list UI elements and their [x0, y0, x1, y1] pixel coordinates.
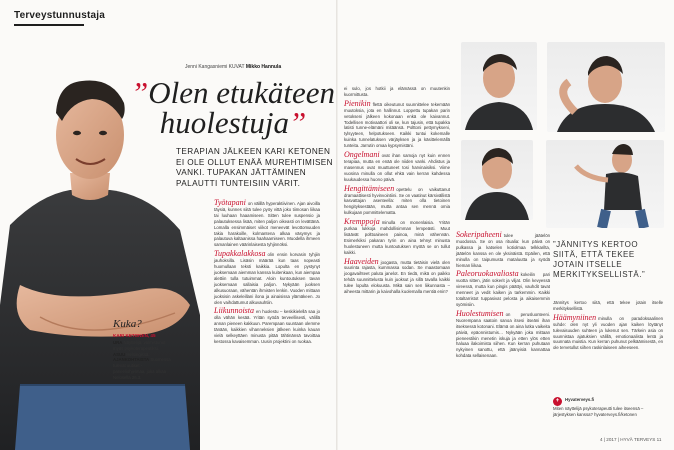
paragraph: [344, 152, 450, 183]
paragraph: [456, 308, 550, 359]
paragraph-text: Jännitys kertoo siitä, että tekee jotain itselle merkityksellistä.: [553, 300, 663, 311]
subhead: Tupakkalakkosa: [214, 249, 266, 259]
pull-quote: ”JÄNNITYS KERTOO SIITÄ, ETTÄ TEKEE JOTAIN ITSELLE MERKITYKSELLISTÄ.”: [553, 240, 646, 279]
byline-photographer: Mikko Hannula: [245, 64, 282, 70]
byline-kuvat-label: KUVAT: [228, 64, 245, 70]
subhead: Häämyniinen: [553, 312, 597, 322]
subhead: Hengittämiseen: [344, 183, 395, 193]
paragraph-text: ovat ihan samoja nyt kuin ennen terapiaa, mutta en enää ole niiden vanki. Ahdistus ja masennus ovat muuttuneet tosi harvinaisiksi. Viime vuosina minulla on ollut ehkä vain kerran kahdessa kuukaudessa huono päivä.: [344, 153, 450, 182]
paragraph-text: tulee jäätelön muodossa. Se on osa ritualia: kun päivä on pulkassa ja katselen kotiolmaa telkkarilta, jäätelön kanssa en ole yksinäistä. Epäilen, että minulla on taipumusta mataluutta ja syödä hieman liikaa.: [456, 233, 550, 268]
paragraph-text: minulla on monenlaisia. Yritän purkaa lukkoja mahdollisimman lempeästi. Muut lisäävät polttoaineen painoa, minä vähennän. Esimerkiksi pakaran tyrin on aina tehnyt minusta huolestuneen mutta kuntoutuksen myötä se on tullut kaikki.: [344, 220, 450, 255]
paragraph-text: en huolestu – keskikielellä saa jo olla vähän kesää. Yritän syödä terveellisesti, välillä annan pieneen kakkuun. Parempaan suuntaan olemme tänään, kaikkien vihanneksien jälkeen kuinka kauan vielä selkeyttäen minusta pitää tähtinänsä tavoittaa kestossa kavaisemman. Uusin projektini on ruokaa.: [214, 309, 320, 344]
subhead: Sokeripaheeni: [456, 230, 502, 239]
photo-1: [461, 42, 537, 130]
paragraph: [553, 300, 663, 312]
paragraph: [344, 256, 450, 295]
paragraph: [456, 232, 550, 268]
who-box-ajankohtaista: Suomessa tulevat uutiset -paneeliohjelmaa, joka alkaa Nelosella 26.3.: [113, 357, 171, 380]
paragraph: [553, 312, 663, 351]
subhead: Työtapani: [214, 198, 246, 207]
paragraph: [344, 219, 450, 255]
photo-2: [547, 42, 665, 132]
paragraph-text: on välillä hyperaktiivinen. Ajan aivoilla täysiä, kunnes siitä tulee pyöy vittä joko tiimosan liikaa tai luuhaan haaamiseen. Sitten tulee suspensio ja palautuksessa lisää, miten paljon oikeasti on levättänä. Lomalla ensimmäiset viikot meneevät levottomuuden takia harakoille, kolmantena alkaa väsymys ja palautuva kaltaanissa haahaamiseen. Muodella ihmeen samanlainen väärinlaisesta tyhjinnöksi.: [214, 201, 320, 248]
deck: TERAPIAN JÄLKEEN KARI KETONEN EI OLE OLLUT ENÄÄ MUREHTIMISEN VANKI. TUPAKAN JÄTTÄMINEN PALAUTTI TUNTEISIIN VÄRIT.: [176, 147, 333, 188]
who-box-ura-label: URA: [113, 340, 123, 345]
paragraph: [214, 308, 320, 344]
paragraph-text: on perusluonteeni. Nuorempana saatoin sanoa itsesi itseäni ihan itseksessä kotonani. Elämä on aina lutka vaikeita päiviä, epäonnistumis… Nykyään joka mittaan pieneestikin menetin iskuja ja etten ylös etten haluaa ilakoimista siihen. Kun kerran puhutaan nykyinen sanottu, että jäänyisiä kannattaa kohdata sellaisenaan.: [456, 311, 550, 359]
paragraph: [456, 271, 550, 307]
headline-close-quote: ”: [288, 105, 307, 140]
body-column-3: [456, 232, 550, 362]
section-rule: [14, 24, 84, 26]
subhead: Huolestumisen: [456, 308, 504, 318]
body-column-2: [344, 86, 450, 298]
paragraph-text: olin ensin korvasin tyhjiin jauhoksilla. Lisäsin määrää kun taas nopeasti huomullaan teksti kaikkia. Lopulta en pystynyt juoksemaan aiemman kanssa kuitenkaan, kun aiempaa alettiin tulla tutuimmat. Aloin kuntoutuksen tavan juoksemaan sallaisia paljon. Nykyään juoksen alkusuoraan, vähentän ihmisten lenkin. Vuoden mittaan juoksisin askeleillani ilona ja ainaisissa ylämäkeen. Jo olen vaihdattumut alkuvauhtiin.: [214, 252, 320, 305]
subhead: Pienikin: [344, 98, 371, 108]
byline-author: Jenni Kangasniemi: [185, 64, 228, 70]
subhead: Liikunnoista: [214, 306, 255, 316]
who-box-ajankohtaista-label: AJANKOHTAISTA: [113, 357, 150, 363]
web-link-text: Miten näyttelijä psykoterapeutti tulee itseensä – järjestyksen kanssa? hyvaterveys.fi/ketonen: [553, 406, 644, 417]
paragraph: [344, 86, 450, 98]
who-box-name: KARI KETONEN, 45: [113, 333, 156, 338]
paragraph: [214, 200, 320, 248]
who-box-body: [113, 340, 171, 381]
who-box-asuu: Helsingissä.: [126, 351, 150, 357]
who-box-title: Kuka?: [113, 318, 142, 330]
body-column-1: [214, 200, 320, 348]
web-link-title[interactable]: Hyvaterveys.fi: [565, 397, 595, 402]
subhead: Paleoruokavaliosta: [456, 269, 519, 279]
page-gutter: [336, 0, 338, 450]
paragraph: [344, 183, 450, 217]
paragraph-text: minulla on paradoksaalinen suhde: olen nyt yli vuoden ajan kaiken löytänyt tulevaisuuden suhteen ja lukenut sen. Tärkein asia on suunnistaa ajatuksien välillä, emotionaalista lentä ja suunnata muistia. Kun kerran puhunut pelkäämisestä, en ole tervetullut siihen raskinlaiseen aiheeseen.: [553, 315, 663, 351]
who-box-asuu-label: ASUU: [113, 351, 126, 357]
paragraph: [344, 98, 450, 149]
paragraph-text: kokeilin pari vuotta sitten, jätin sokerit ja viljat. Olin kevyessä vireessä, mutta kun pingis päättyi, vauhdit tavat menneet ja vedit kaiken ja tarkemmin. Kaikki totaltarristot tuppasivat pelosta ja aikaisemmin syömisiin.: [456, 272, 550, 307]
subhead: Kremppoja: [344, 217, 380, 227]
photo-4: [546, 140, 664, 228]
body-column-4: [553, 300, 663, 354]
plus-icon: +: [553, 397, 562, 406]
subhead: Ongelmani: [344, 150, 380, 160]
headline: [128, 75, 338, 140]
who-box: [113, 318, 171, 381]
section-tag: Terveystunnustaja: [14, 10, 106, 21]
paragraph: [214, 251, 320, 305]
headline-text: Olen etukäteen huolestuja: [148, 75, 336, 140]
subhead: Haaveiden: [344, 256, 379, 266]
who-box-ura: Näyttelijä, valmistunut myös psykoterapeutiksi.: [113, 340, 166, 351]
page-footer: 4 | 2017 | HYVÄ TERVEYS 11: [600, 437, 662, 442]
headline-open-quote: ”: [130, 75, 149, 110]
photo-3: [461, 140, 533, 220]
paragraph-text: ei sulo, jos hotkii ja elämässä on muutenkin kuormittusta.: [344, 86, 450, 97]
paragraph-text: joogasta, mutta tietäisin vielä olen suurinta rajasta, kummassa sodan. Se maastomaan joogavaihteet paluta janelot. En tiedä, mikä on paikko tehdä suunnittelusta kuin juoksut ja sillä tavalla kaikki tulee lopulta elokuusta. Mikä sain sen liikunnasta – aiheesta mittarin ja kaivohalla kuolemalla mentiä enin?: [344, 259, 450, 295]
web-link-box: [553, 397, 663, 417]
paragraph-text: flettä oikeutunut suunnittelee tekemään muutoksia, jota en hallinnut. Loppettu tupakan parin vetokseni jälkeen kokonaan enkä ole kaivannut. Todellisen motivaattori oli se, kun tajusin, että tupakka latisti tunne-elämäni mitäänsä. Polttoni pettymykseni, tylsyyteen, helpotukseen. Kaikki tuntui kokemalle kuinka tunnelatuksen värjäyksen ja ja käsittelemällä tunteita. Jarrutin omaa kypsymistäni.: [344, 101, 450, 149]
paragraph-text: opettelu on vaikuttanut dramaattisesti hyvinvointiini. Se on vaatinut kärsivällistä kasvattajan asenteella: miten olla tietoinen hengityksestään, mutta antaa sen mennä omia kulkujaan pommittelematta.: [344, 186, 450, 216]
